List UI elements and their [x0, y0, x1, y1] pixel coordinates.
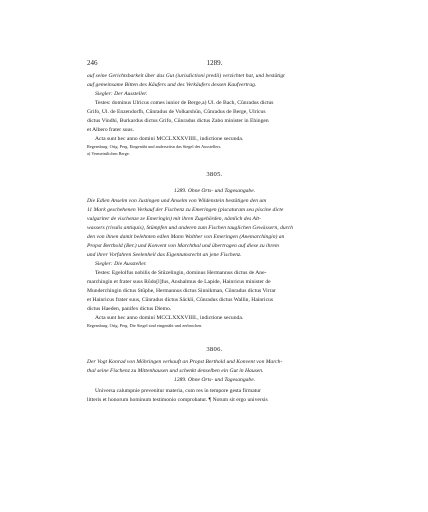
acta-line: Acta sunt hec anno domini MCCLXXXVIIII., indictione secunda. [95, 315, 244, 321]
witness-line: et Albero frater suus. [87, 127, 134, 133]
summary-line: wassers (rivulis antiquis), Stümpfen und anderen zum Fischen tauglichen Gewässern, durch [87, 225, 293, 231]
acta-line: Acta sunt hec anno domini MCCLXXXVIIII., indictione secunda. [95, 136, 244, 142]
witness-line: Grifo, Ul. de Enzendorfh, Cŭnradus de Volkarshŭn, Cŭnradus de Berge, Ulricus [87, 109, 266, 115]
source-note: Regensburg. Orig. Perg. Eingenäht und anderseitsn das Siegel des Ausstellers. [87, 144, 222, 149]
summary-line: thal seine Fischenz zu Mittenhausen und schenkt denselben ein Gut in Hausen. [87, 368, 264, 374]
summary-line: den von ihnen damit belehnten edlen Mann Walther von Emeringen (Anemarchingin) an [87, 234, 285, 240]
text-line: Universa calumpnie prevenitur materia, cum res in tempore gesta firmatur [95, 388, 261, 394]
text-line: litteris et honorum hominum testimonio comprobatur. ¶ Notum sit ergo universis [87, 397, 268, 403]
header-year: 1289. [206, 59, 223, 67]
document-date: 1289. Ohne Orts- und Tagesangabe. [173, 188, 256, 194]
page-number: 246 [87, 59, 98, 67]
sealer-line: Siegler: Die Aussteller. [95, 261, 147, 267]
witness-line: dictus Vindhi, Burkardus dictus Grifo, Cŭnradus dictus Zabo minister in Ehingen [87, 118, 269, 124]
summary-line: vulgariter de vischenze ze Emeringin) mit ihren Zugehörden, nämlich des Alt- [87, 216, 261, 222]
sealer-line: Siegler: Der Aussteller. [95, 91, 148, 97]
document-date: 1289. Ohne Orts- und Tagesangabe. [173, 377, 256, 383]
running-header [87, 59, 342, 69]
witness-line: marchingin et frater suus Rŭdo[l]fus, Anshalmus de Lapide, Hainricus minister de [87, 279, 271, 285]
footnote: a) Vermeintlichen Berge. [87, 150, 130, 156]
summary-line: Der Vogt Konrad von Möhringen verkauft an Propst Berthold und Konvent von March- [87, 359, 283, 365]
summary-line: Propst Berthold (Ber.) und Konvent von Marchthal und übertragen auf diese zu ihrem [87, 243, 279, 249]
source-note: Regensburg. Orig. Perg. Die Siegel sind eingenäht und zerbrochen. [87, 323, 203, 328]
document-3805 [87, 170, 342, 330]
summary-line: 11 Mark geschehenen Verkauf der Fischenz zu Emeringen (piscaturam seu piscine dicte [87, 207, 284, 213]
summary-line: auf seine Gerichtsbarkeit über das Gut (iurisdictioni predii) verzichtet hat, und bestätigt [87, 73, 285, 79]
witness-line: Testes: dominus Ulricus comes iunior de Berge,a) Ul. de Bach, Cŭnradus dictus [95, 100, 274, 106]
previous-document-tail [87, 72, 342, 157]
summary-line: auf gemeinsame Bitten des Käufers und des Verkäufers dessen Kaufvertrag. [87, 82, 257, 88]
witness-line: dictus Haeden, panifex dictus Diemo. [87, 306, 172, 312]
summary-line: Die Edlen Anselm von Justingen und Anselm von Wildenstein bestätigen den um [87, 198, 267, 204]
document-number: 3805. [206, 171, 223, 178]
witness-line: Munderchingin dictus Stŭphe, Hermannus dictus Sinnikman, Cŭnradus dictus Virrar [87, 288, 276, 294]
document-3806 [87, 345, 342, 405]
summary-line: und ihrer Vorfahren Seelenheil das Eigentumsrecht an jene Fischenz. [87, 252, 242, 258]
witness-line: et Hainricus frater suus, Cŭnradus dictus Säckli, Cŭnradus dictus Wallin, Hainricus [87, 297, 274, 303]
document-number: 3806. [206, 346, 223, 353]
witness-line: Testes: Egelolfus nobilis de Stŭzelingin, dominus Hermannus dictus de Ane- [95, 270, 267, 276]
